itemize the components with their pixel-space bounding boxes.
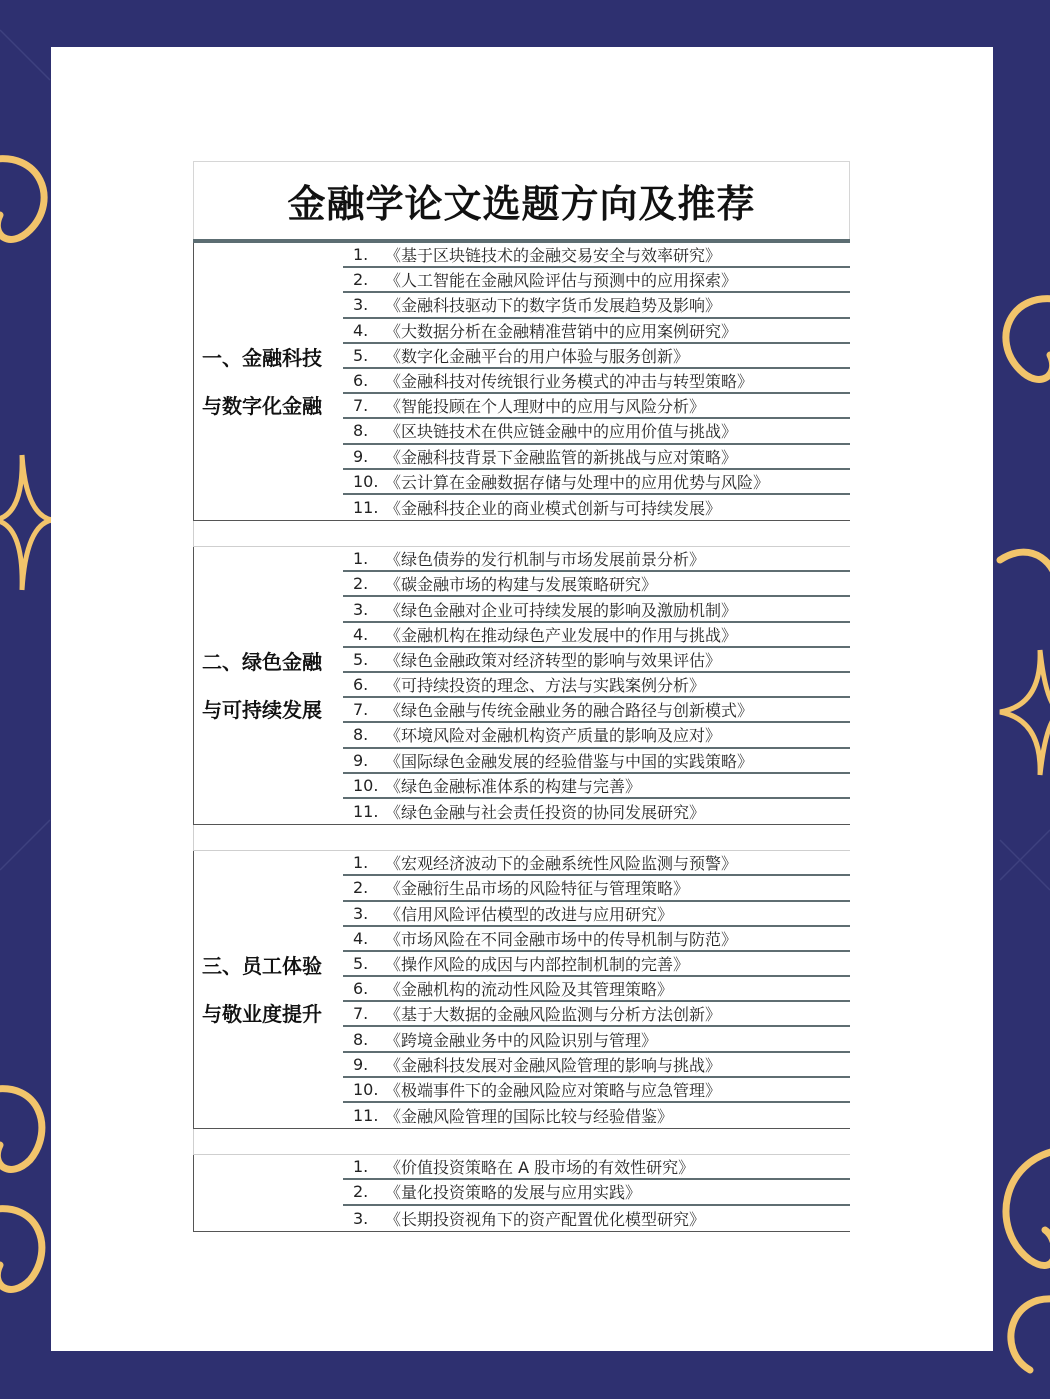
star-ornament bbox=[1000, 650, 1050, 775]
section-label-line: 与敬业度提升 bbox=[202, 1001, 322, 1026]
swirl-ornament bbox=[1000, 552, 1050, 600]
topic-row bbox=[343, 394, 850, 419]
topic-number: 7. bbox=[353, 700, 369, 720]
topic-title: 《绿色金融对企业可持续发展的影响及激励机制》 bbox=[385, 600, 738, 620]
page-title: 金融学论文选题方向及推荐 bbox=[193, 161, 850, 239]
topic-title: 《长期投资视角下的资产配置优化模型研究》 bbox=[385, 1209, 706, 1229]
topic-title: 《绿色金融政策对经济转型的影响与效果评估》 bbox=[385, 650, 722, 670]
topic-row bbox=[343, 470, 850, 495]
topic-title: 《云计算在金融数据存储与处理中的应用优势与风险》 bbox=[385, 472, 770, 492]
topic-title: 《环境风险对金融机构资产质量的影响及应对》 bbox=[385, 726, 722, 746]
topic-row bbox=[343, 344, 850, 369]
topic-row bbox=[343, 1206, 850, 1231]
topic-number: 7. bbox=[353, 396, 369, 416]
topic-number: 3. bbox=[353, 295, 369, 315]
topic-title: 《价值投资策略在 A 股市场的有效性研究》 bbox=[385, 1158, 695, 1178]
topic-title: 《可持续投资的理念、方法与实践案例分析》 bbox=[385, 676, 706, 696]
section-label-line: 二、绿色金融 bbox=[202, 649, 322, 674]
topic-row bbox=[343, 774, 850, 799]
topic-title: 《市场风险在不同金融市场中的传导机制与防范》 bbox=[385, 929, 738, 949]
topic-title: 《信用风险评估模型的改进与应用研究》 bbox=[385, 904, 674, 924]
section-label-line: 一、金融科技 bbox=[202, 345, 322, 370]
topic-title: 《碳金融市场的构建与发展策略研究》 bbox=[385, 575, 658, 595]
topic-table bbox=[193, 161, 850, 1232]
topic-title: 《基于区块链技术的金融交易安全与效率研究》 bbox=[385, 246, 722, 266]
topic-row bbox=[343, 698, 850, 723]
topic-title: 《极端事件下的金融风险应对策略与应急管理》 bbox=[385, 1080, 722, 1100]
topic-title: 《基于大数据的金融风险监测与分析方法创新》 bbox=[385, 1005, 722, 1025]
topic-number: 1. bbox=[353, 549, 369, 569]
topic-number: 5. bbox=[353, 953, 369, 973]
swirl-ornament bbox=[1006, 1150, 1050, 1266]
topic-number: 3. bbox=[353, 903, 369, 923]
topic-row bbox=[343, 977, 850, 1002]
swirl-ornament bbox=[0, 1089, 42, 1170]
topic-number: 10. bbox=[353, 1079, 379, 1099]
topic-row bbox=[343, 419, 850, 444]
star-ornament bbox=[0, 455, 52, 590]
topic-title: 《金融衍生品市场的风险特征与管理策略》 bbox=[385, 879, 690, 899]
topic-number: 5. bbox=[353, 649, 369, 669]
topic-row bbox=[343, 648, 850, 673]
topic-row bbox=[343, 1053, 850, 1078]
topic-number: 2. bbox=[353, 878, 369, 898]
topic-title: 《金融风险管理的国际比较与经验借鉴》 bbox=[385, 1107, 674, 1127]
topic-row bbox=[343, 799, 850, 824]
topic-number: 6. bbox=[353, 371, 369, 391]
topic-row bbox=[343, 902, 850, 927]
topic-row bbox=[343, 1002, 850, 1027]
topic-row bbox=[343, 1027, 850, 1052]
topic-row bbox=[343, 1180, 850, 1205]
topic-title: 《宏观经济波动下的金融系统性风险监测与预警》 bbox=[385, 854, 738, 874]
topic-number: 8. bbox=[353, 725, 369, 745]
topic-number: 4. bbox=[353, 320, 369, 340]
topic-number: 3. bbox=[353, 599, 369, 619]
topic-row bbox=[343, 876, 850, 901]
topic-number: 7. bbox=[353, 1004, 369, 1024]
topic-title: 《绿色金融与传统金融业务的融合路径与创新模式》 bbox=[385, 701, 754, 721]
section-label-line: 三、员工体验 bbox=[202, 953, 322, 978]
section-label bbox=[194, 1155, 343, 1231]
section-label-line: 与可持续发展 bbox=[202, 697, 322, 722]
topic-number: 6. bbox=[353, 675, 369, 695]
topic-number: 1. bbox=[353, 853, 369, 873]
topic-row bbox=[343, 1078, 850, 1103]
topic-number: 2. bbox=[353, 270, 369, 290]
topic-number: 6. bbox=[353, 979, 369, 999]
topic-row bbox=[343, 243, 850, 268]
section-spacer bbox=[193, 825, 850, 851]
topic-number: 2. bbox=[353, 574, 369, 594]
topic-title: 《金融机构在推动绿色产业发展中的作用与挑战》 bbox=[385, 625, 738, 645]
topic-row bbox=[343, 547, 850, 572]
topic-number: 9. bbox=[353, 1054, 369, 1074]
swirl-ornament bbox=[0, 1209, 42, 1290]
topic-number: 9. bbox=[353, 750, 369, 770]
topic-list bbox=[343, 1155, 850, 1231]
topic-number: 1. bbox=[353, 245, 369, 265]
topic-title: 《大数据分析在金融精准营销中的应用案例研究》 bbox=[385, 321, 738, 341]
topic-number: 11. bbox=[353, 802, 379, 822]
topic-number: 11. bbox=[353, 1106, 379, 1126]
topic-number: 3. bbox=[353, 1208, 369, 1228]
topic-row bbox=[343, 673, 850, 698]
topic-title: 《量化投资策略的发展与应用实践》 bbox=[385, 1183, 642, 1203]
topic-row bbox=[343, 572, 850, 597]
topic-number: 5. bbox=[353, 345, 369, 365]
section-spacer bbox=[193, 1129, 850, 1155]
section-label bbox=[194, 547, 343, 824]
swirl-ornament bbox=[1006, 299, 1050, 380]
topic-number: 10. bbox=[353, 471, 379, 491]
topic-row bbox=[343, 749, 850, 774]
section-label bbox=[194, 851, 343, 1128]
topic-row bbox=[343, 1103, 850, 1128]
topic-title: 《金融科技企业的商业模式创新与可持续发展》 bbox=[385, 498, 722, 518]
topic-row bbox=[343, 369, 850, 394]
topic-list bbox=[343, 243, 850, 520]
topic-title: 《绿色金融与社会责任投资的协同发展研究》 bbox=[385, 803, 706, 823]
topic-row bbox=[343, 1155, 850, 1180]
topic-section bbox=[193, 1155, 850, 1232]
topic-title: 《金融科技对传统银行业务模式的冲击与转型策略》 bbox=[385, 372, 754, 392]
topic-section bbox=[193, 243, 850, 521]
topic-title: 《操作风险的成因与内部控制机制的完善》 bbox=[385, 954, 690, 974]
topic-row bbox=[343, 293, 850, 318]
topic-row bbox=[343, 597, 850, 622]
swirl-ornament bbox=[1011, 1299, 1050, 1370]
topic-row bbox=[343, 623, 850, 648]
topic-number: 8. bbox=[353, 1029, 369, 1049]
swirl-ornament bbox=[0, 159, 44, 240]
topic-number: 4. bbox=[353, 624, 369, 644]
topic-row bbox=[343, 723, 850, 748]
topic-list bbox=[343, 547, 850, 824]
topic-title: 《金融机构的流动性风险及其管理策略》 bbox=[385, 980, 674, 1000]
topic-title: 《金融科技发展对金融风险管理的影响与挑战》 bbox=[385, 1055, 722, 1075]
topic-list bbox=[343, 851, 850, 1128]
section-label-line: 与数字化金融 bbox=[202, 393, 322, 418]
section-spacer bbox=[193, 521, 850, 547]
topic-number: 9. bbox=[353, 446, 369, 466]
topic-title: 《金融科技驱动下的数字货币发展趋势及影响》 bbox=[385, 296, 722, 316]
section-label bbox=[194, 243, 343, 520]
topic-row bbox=[343, 952, 850, 977]
topic-row bbox=[343, 319, 850, 344]
topic-title: 《金融科技背景下金融监管的新挑战与应对策略》 bbox=[385, 447, 738, 467]
topic-section bbox=[193, 547, 850, 825]
topic-title: 《绿色债券的发行机制与市场发展前景分析》 bbox=[385, 550, 706, 570]
topic-row bbox=[343, 445, 850, 470]
topic-row bbox=[343, 268, 850, 293]
topic-title: 《区块链技术在供应链金融中的应用价值与挑战》 bbox=[385, 422, 738, 442]
sections-container bbox=[193, 243, 850, 1232]
topic-section bbox=[193, 851, 850, 1129]
topic-title: 《绿色金融标准体系的构建与完善》 bbox=[385, 776, 642, 796]
topic-number: 4. bbox=[353, 928, 369, 948]
topic-title: 《数字化金融平台的用户体验与服务创新》 bbox=[385, 346, 690, 366]
topic-number: 10. bbox=[353, 775, 379, 795]
topic-title: 《跨境金融业务中的风险识别与管理》 bbox=[385, 1030, 658, 1050]
topic-title: 《人工智能在金融风险评估与预测中的应用探索》 bbox=[385, 271, 738, 291]
topic-number: 2. bbox=[353, 1182, 369, 1202]
topic-number: 1. bbox=[353, 1157, 369, 1177]
topic-number: 8. bbox=[353, 421, 369, 441]
topic-row bbox=[343, 851, 850, 876]
topic-row bbox=[343, 927, 850, 952]
topic-title: 《智能投顾在个人理财中的应用与风险分析》 bbox=[385, 397, 706, 417]
topic-title: 《国际绿色金融发展的经验借鉴与中国的实践策略》 bbox=[385, 751, 754, 771]
topic-row bbox=[343, 495, 850, 520]
topic-number: 11. bbox=[353, 497, 379, 517]
